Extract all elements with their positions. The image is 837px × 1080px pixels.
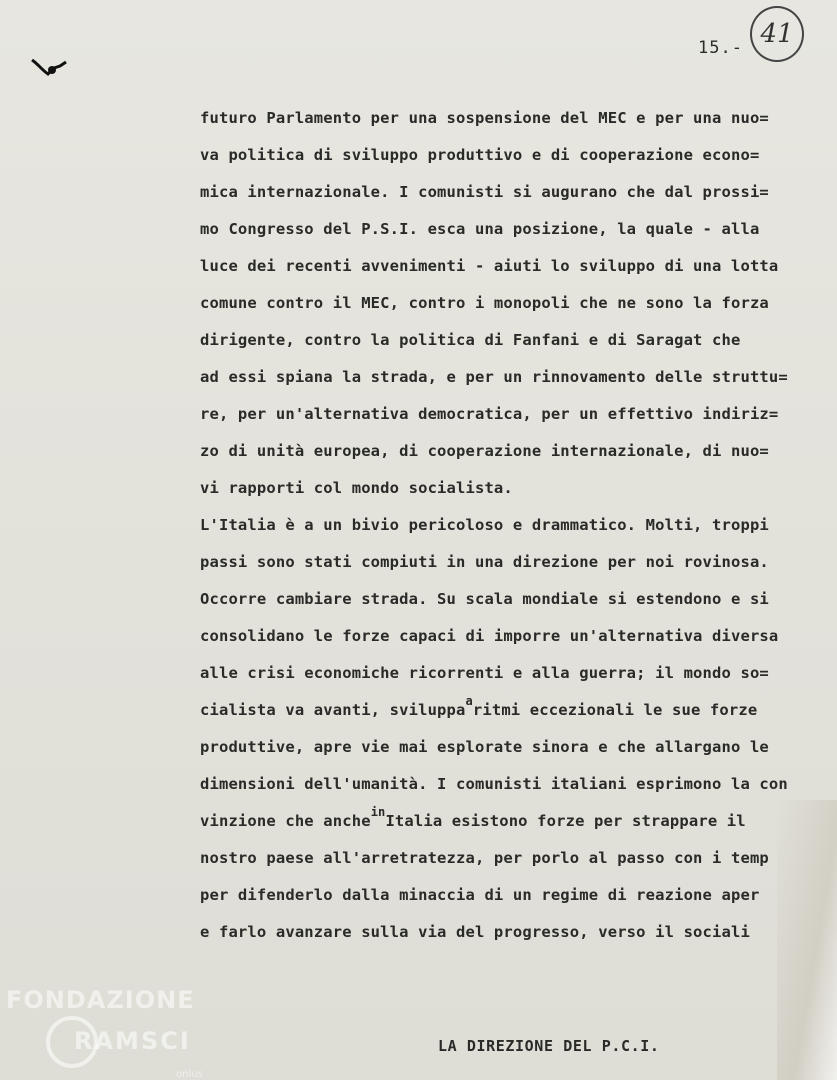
text-line: re, per un'alternativa democratica, per un effettivo indiriz= (200, 405, 779, 423)
text-line: consolidano le forze capaci di imporre un'alternativa diversa (200, 627, 779, 645)
watermark-line1: FONDAZIONE (6, 986, 195, 1014)
text-line: e farlo avanzare sulla via del progresso, verso il sociali (200, 923, 750, 941)
text-line: mica internazionale. I comunisti si augurano che dal prossi= (200, 183, 769, 201)
text-line: produttive, apre vie mai esplorate sinora e che allargano le (200, 738, 769, 756)
watermark-onlus: onlus (176, 1069, 203, 1080)
handwritten-insertion: a (465, 694, 473, 708)
text-line: L'Italia è a un bivio pericoloso e drammatico. Molti, troppi (200, 516, 769, 534)
text-line: dirigente, contro la politica di Fanfani e di Saragat che (200, 331, 741, 349)
text-line-with-insertion (200, 692, 837, 729)
text-line: passi sono stati compiuti in una direzione per noi rovinosa. (200, 553, 769, 571)
watermark-line2-wrap (46, 1016, 203, 1068)
typed-body-text (200, 100, 837, 951)
text-segment: cialista va avanti, sviluppa (200, 701, 466, 719)
text-line: comune contro il MEC, contro i monopoli che ne sono la forza (200, 294, 769, 312)
text-line: futuro Parlamento per una sospensione del MEC e per una nuo= (200, 109, 769, 127)
watermark-line2: RAMSCI (74, 1027, 191, 1055)
text-line: nostro paese all'arretratezza, per porlo al passo con i temp (200, 849, 769, 867)
text-line: vi rapporti col mondo socialista. (200, 479, 513, 497)
fondazione-gramsci-watermark (6, 988, 203, 1080)
text-segment: vinzione che anche (200, 812, 371, 830)
text-line: mo Congresso del P.S.I. esca una posizione, la quale - alla (200, 220, 760, 238)
text-line: per difenderlo dalla minaccia di un regime di reazione aper (200, 886, 760, 904)
page-number: 15.- (698, 38, 743, 58)
signature-line: LA DIREZIONE DEL P.C.I. (438, 1037, 660, 1055)
text-line: Occorre cambiare strada. Su scala mondiale si estendono e si (200, 590, 769, 608)
text-line: dimensioni dell'umanità. I comunisti italiani esprimono la con (200, 775, 788, 793)
ink-smudge-mark (30, 56, 80, 80)
text-line: alle crisi economiche ricorrenti e alla guerra; il mondo so= (200, 664, 769, 682)
handwritten-insertion: in (370, 805, 386, 819)
text-segment: Italia esistono forze per strappare il (385, 812, 746, 830)
archive-number-handwritten: 41 (750, 6, 804, 62)
text-line: zo di unità europea, di cooperazione internazionale, di nuo= (200, 442, 769, 460)
text-line-with-insertion (200, 803, 837, 840)
text-segment: ritmi eccezionali le sue forze (472, 701, 758, 719)
text-line: va politica di sviluppo produttivo e di cooperazione econo= (200, 146, 760, 164)
text-line: ad essi spiana la strada, e per un rinnovamento delle struttu= (200, 368, 788, 386)
text-line: luce dei recenti avvenimenti - aiuti lo sviluppo di una lotta (200, 257, 779, 275)
